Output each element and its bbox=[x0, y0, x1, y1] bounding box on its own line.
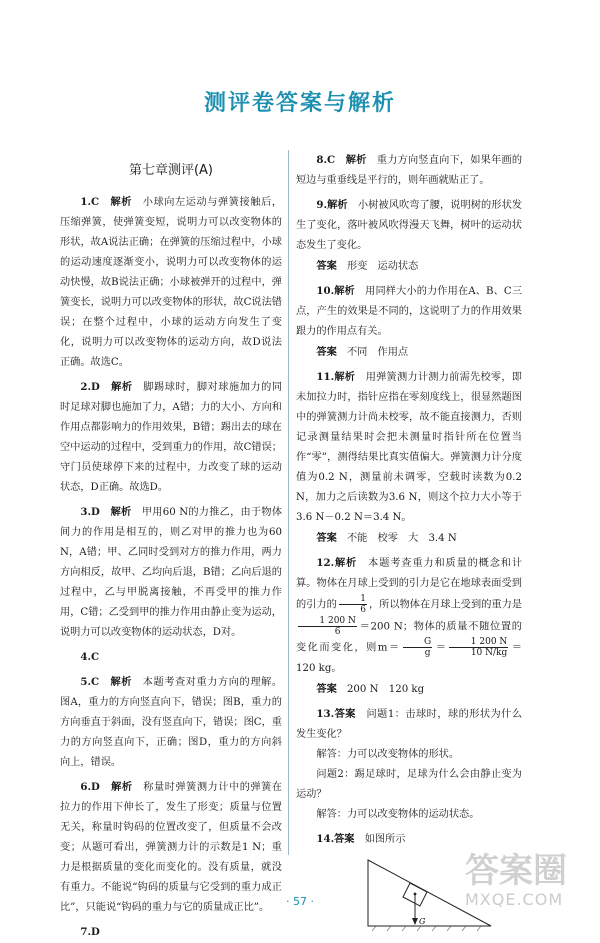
answer-q12: 12.解析 本题考查重力和质量的概念和计算。物体在月球上受到的引力是它在地球表面受到的引力的 $\frac{1}{6}$ ，所以物体在月球上受到的重力是 $\frac{1 200 N}{6}$ ＝200 N；物体的质量不随位置的变化而变化，则m＝ $\frac{G}{g}$ ＝ $\frac{1 200 N}{10 N/kg}$ ＝120 kg。 bbox=[296, 557, 523, 674]
watermark-url: MXQE.COM bbox=[465, 890, 564, 909]
watermark bbox=[465, 852, 585, 927]
page-title: 测评卷答案与解析 bbox=[203, 91, 396, 116]
answer-q11-result: 答案 不能 校零 大 3.4 N bbox=[316, 532, 457, 544]
answer-q10-result: 答案 不同 作用点 bbox=[316, 346, 409, 358]
fraction-one-sixth: $\frac{1}{6}$ bbox=[339, 594, 367, 615]
chapter-title: 第七章测评(A) bbox=[128, 163, 214, 178]
answer-q14: 14.答案 如图所示 bbox=[316, 832, 406, 845]
watermark-text: 答案圈 bbox=[465, 851, 567, 891]
answer-q6: 6.D 解析 称量时弹簧测力计中的弹簧在拉力的作用下伸长了，发生了形变；质量与位置无关，称量时钩码的位置改变了，但质量不会改变；从题可看出，弹簧测力计的示数是1 N；重力是根据质量的变化而变化的。没有质量，就没有重力。不能说“钩码的质量与它受到的重力成正比”，只能说“钩码的重力与它的质量成正比”。 bbox=[60, 781, 283, 913]
answer-q7: 7.D bbox=[80, 926, 100, 938]
answer-q13-p2: 问题2：踢足球时，足球为什么会由静止变为运动？ bbox=[296, 768, 522, 800]
page-number: · 57 · bbox=[286, 895, 314, 908]
answer-q10: 10.解析 用同样大小的力作用在A、B、C三点，产生的效果是不同的，这说明了力的作用效果跟力的作用点有关。 bbox=[296, 285, 523, 337]
column-divider bbox=[288, 150, 289, 855]
answer-q11: 11.解析 用弹簧测力计测力前需先校零，即未加拉力时，指针应指在零刻度线上，很显然题图中的弹簧测力计尚未校零，故不能直接测力，否则记录测量结果时会把未测量时指针所在位置当作“零”，测得结果比真实值偏大。弹簧测力计分度值为0.2 N，测量前未调零，空载时读数为0.2 N，加力之后读数为3.6 N，则这个拉力大小等于3.6 N－0.2 N＝3.4 N。 bbox=[296, 371, 522, 523]
answer-q9: 9.解析 小树被风吹弯了腰，说明树的形状发生了变化，落叶被风吹得漫天飞舞，树叶的运动状态发生了变化。 bbox=[296, 199, 523, 251]
fraction-mass-calc: $\frac{1 200 N}{10 N/kg}$ bbox=[449, 637, 508, 658]
left-column bbox=[60, 160, 282, 943]
answer-q5: 5.C 解析 本题考查对重力方向的理解。图A，重力的方向竖直向下，错误；图B，重力的方向垂直于斜面，没有竖直向下，错误；图C，重力的方向竖直向下，正确；图D，重力的方向斜向上，错误。 bbox=[60, 676, 283, 768]
answer-q1: 1.C 解析 小球向左运动与弹簧接触后，压缩弹簧，使弹簧变短，说明力可以改变物体的形状，故A说法正确；在弹簧的压缩过程中，小球的运动速度逐渐变小，说明力可以改变物体的运动快慢，故B说法正确；小球被弹开的过程中，弹簧变长，说明力可以改变物体的形状，故C说法错误；在整个过程中，小球的运动方向发生了变化，说明力可以改变物体的运动方向，故D说法正确。故选C。 bbox=[60, 196, 283, 368]
fraction-1200-over-6: $\frac{1 200 N}{6}$ bbox=[298, 616, 357, 637]
answer-q4: 4.C bbox=[80, 651, 100, 663]
answer-q13-a1: 解答：力可以改变物体的形状。 bbox=[316, 748, 460, 760]
gravity-label: G bbox=[419, 916, 426, 926]
answer-q3: 3.D 解析 甲用60 N的力推乙，由于物体间力的作用是相互的，则乙对甲的推力也为60 N，A错；甲、乙同时受到对方的推力作用，两力方向相反，故甲、乙均向后退，B错；乙向后退的过程中，乙与甲脱离接触，不再受甲的推力作用，C错；乙受到甲的推力作用由静止变为运动，说明力可以改变物体的运动状态，D对。 bbox=[60, 506, 283, 638]
answer-q13-a2: 解答：力可以改变物体的运动状态。 bbox=[316, 808, 480, 820]
answer-q2: 2.D 解析 脚踢球时，脚对球施加力的同时足球对脚也施加了力，A错；力的大小、方向和作用点都影响力的作用效果，B错；踢出去的球在空中运动的过程中，受到重力的作用，故C错误；守门员使球停下来的过程中，力改变了球的运动状态，D正确。故选D。 bbox=[60, 381, 283, 493]
answer-q13: 13.答案 问题1：击球时，球的形状为什么发生变化？ bbox=[296, 707, 523, 740]
fraction-g-over-g: $\frac{G}{g}$ bbox=[403, 637, 433, 658]
answer-q8: 8.C 解析 重力方向竖直向下，如果年画的短边与重垂线是平行的，则年画就贴正了。 bbox=[296, 154, 523, 186]
answer-q9-result: 答案 形变 运动状态 bbox=[316, 260, 419, 272]
answer-q12-result: 答案 200 N 120 kg bbox=[316, 682, 425, 695]
right-column bbox=[296, 150, 522, 942]
